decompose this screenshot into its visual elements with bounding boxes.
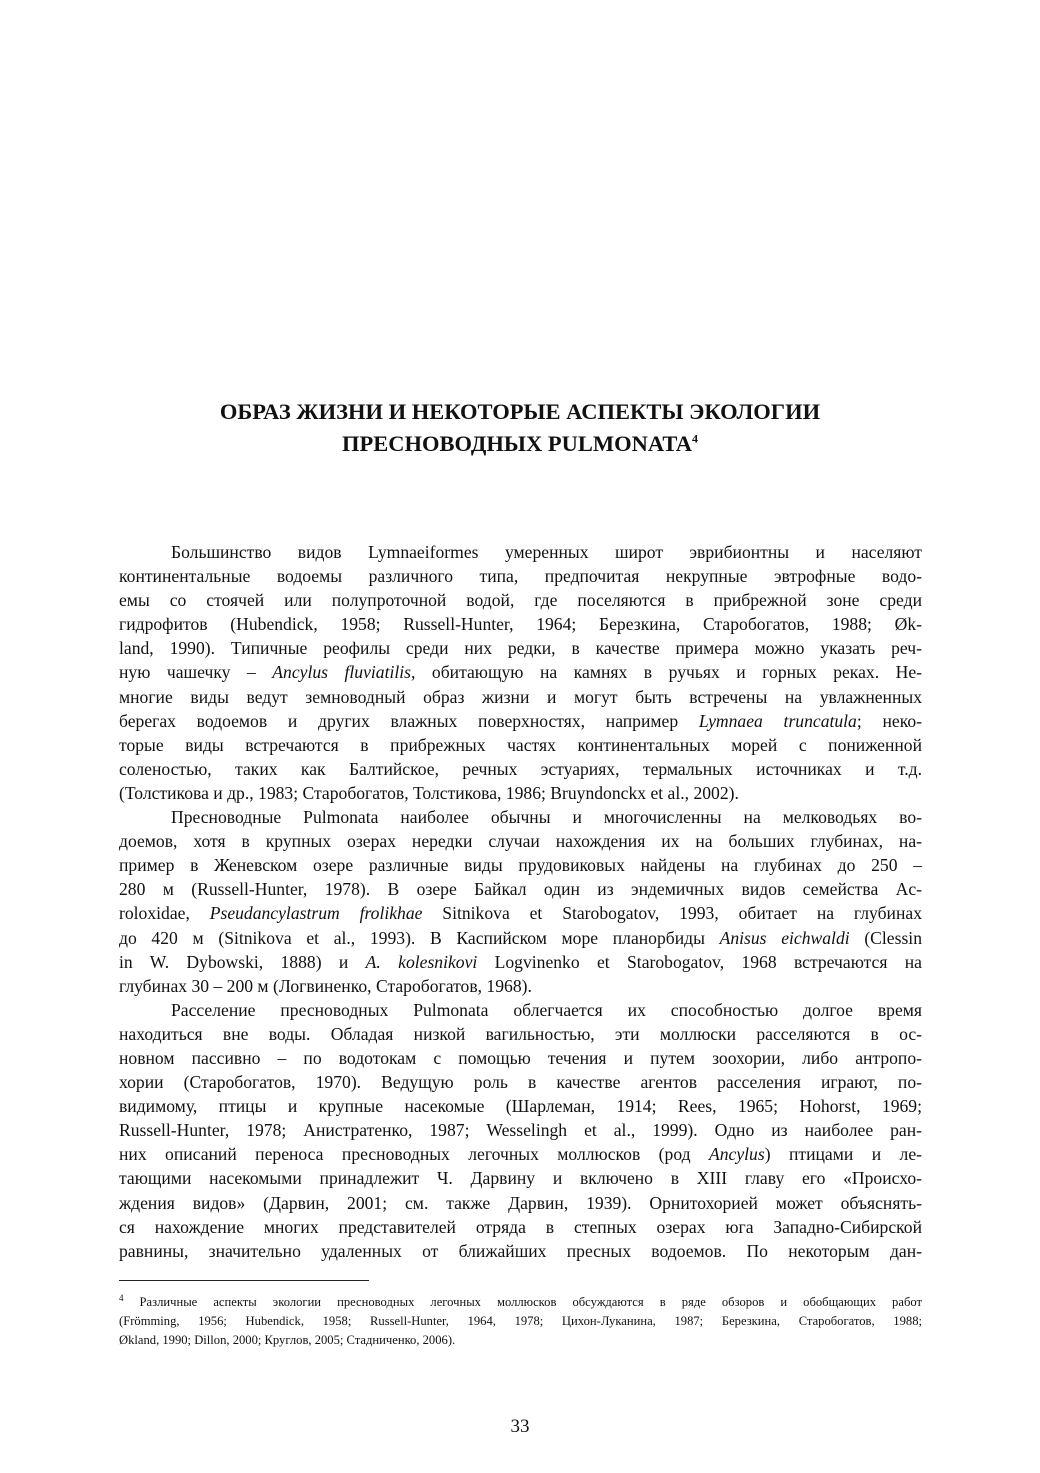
- text-segment: Sitnikova et Starobogatov, 1993, обитает на глубинах: [422, 903, 922, 924]
- text-line: тающими насекомыми принадлежит Ч. Дарвину и включено в XIII главу его «Происхо-: [119, 1168, 922, 1189]
- title-line-2-text: ПРЕСНОВОДНЫХ PULMONATA: [342, 431, 692, 456]
- text-line: ждения видов» (Дарвин, 2001; см. также Дарвин, 1939). Орнитохорией может объяснять-: [119, 1192, 922, 1213]
- paragraph-3: [119, 998, 922, 1263]
- text-line: доемов, хотя в крупных озерах нередки случаи нахождения их на больших глубинах, на-: [119, 831, 922, 852]
- text-line: [119, 660, 922, 684]
- text-line: равнины, значительно удаленных от ближайших пресных водоемов. По некоторым дан-: [119, 1240, 922, 1261]
- text-segment: ную чашечку –: [119, 662, 273, 683]
- footnote: [119, 1293, 922, 1349]
- text-line: 280 м (Russell-Hunter, 1978). В озере Байкал один из эндемичных видов семейства Ac-: [119, 879, 922, 900]
- text-line: пример в Женевском озере различные виды прудовиковых найдены на глубинах до 250 –: [119, 855, 922, 876]
- text-segment: roloxidae,: [119, 903, 210, 924]
- title-footnote-marker[interactable]: 4: [692, 431, 698, 446]
- text-line: находиться вне воды. Обладая низкой вагильностью, эти моллюски расселяются в ос-: [119, 1023, 922, 1044]
- text-line: Расселение пресноводных Pulmonata облегчается их способностью долгое время: [171, 999, 922, 1020]
- paragraph-2: [119, 805, 922, 998]
- text-segment: (Clessin: [849, 927, 922, 948]
- text-line: (Толстикова и др., 1983; Старобогатов, Толстикова, 1986; Bruyndonckx et al., 2002).: [119, 782, 739, 803]
- paragraph-1: [119, 540, 922, 805]
- page-title: [120, 396, 920, 460]
- text-line: новном пассивно – по водотокам с помощью течения и путем зоохории, либо антропо-: [119, 1047, 922, 1068]
- body-text: [119, 540, 922, 1263]
- text-line: торые виды встречаются в прибрежных частях континентальных морей с пониженной: [119, 734, 922, 755]
- genus-name: Ancylus: [709, 1144, 765, 1165]
- text-line: [119, 926, 922, 950]
- footnote-line: Økland, 1990; Dillon, 2000; Круглов, 2005; Стадниченко, 2006).: [119, 1332, 456, 1347]
- text-segment: ; неко-: [856, 710, 922, 731]
- footnote-line: (Frömming, 1956; Hubendick, 1958; Russell-Hunter, 1964, 1978; Цихон-Луканина, 1987; Березкина, Старобогатов, 1988;: [119, 1313, 922, 1328]
- text-line: ся нахождение многих представителей отряда в степных озерах юга Западно-Сибирской: [119, 1216, 922, 1237]
- text-segment: берегах водоемов и других влажных поверхностях, например: [119, 710, 699, 731]
- footnote-divider: [119, 1280, 369, 1281]
- text-segment: Logvinenko et Starobogatov, 1968 встречаются на: [477, 951, 922, 972]
- text-line: [119, 901, 922, 925]
- text-segment: ) птицами и ле-: [764, 1144, 922, 1165]
- title-line-2: [120, 428, 920, 460]
- species-name: Anisus eichwaldi: [719, 927, 850, 948]
- text-segment: них описаний переноса пресноводных легочных моллюсков (род: [119, 1144, 709, 1165]
- species-name: Pseudancylastrum frolikhae: [209, 903, 423, 924]
- text-segment: до 420 м (Sitnikova et al., 1993). В Каспийском море планорбиды: [119, 927, 720, 948]
- text-line: Russell-Hunter, 1978; Анистратенко, 1987; Wesselingh et al., 1999). Одно из наиболее ран-: [119, 1120, 922, 1141]
- text-line: land, 1990). Типичные реофилы среди них редки, в качестве примера можно указать реч-: [119, 638, 922, 659]
- species-name: Ancylus fluviatilis: [272, 662, 411, 683]
- page-number: 33: [510, 1416, 530, 1437]
- text-line: видимому, птицы и крупные насекомые (Шарлеман, 1914; Rees, 1965; Hohorst, 1969;: [119, 1096, 922, 1117]
- text-line: гидрофитов (Hubendick, 1958; Russell-Hunter, 1964; Березкина, Старобогатов, 1988; Øk-: [119, 614, 922, 635]
- footnote-text: Различные аспекты экологии пресноводных легочных моллюсков обсуждаются в ряде обзоров и обобщающих работ: [123, 1295, 922, 1309]
- species-name: A. kolesnikovi: [365, 951, 478, 972]
- text-segment: in W. Dybowski, 1888) и: [119, 951, 366, 972]
- text-line: Большинство видов Lymnaeiformes умеренных широт эврибионтны и населяют: [171, 542, 922, 562]
- text-line: [119, 950, 922, 974]
- text-line: Пресноводные Pulmonata наиболее обычны и многочисленны на мелководьях во-: [171, 807, 922, 828]
- text-line: [119, 709, 922, 733]
- text-line: хории (Старобогатов, 1970). Ведущую роль в качестве агентов расселения играют, по-: [119, 1072, 922, 1093]
- footnote-line: [119, 1293, 922, 1312]
- text-segment: , обитающую на камнях в ручьях и горных реках. Не-: [411, 662, 923, 683]
- text-line: континентальные водоемы различного типа, предпочитая некрупные эвтрофные водо-: [119, 566, 922, 587]
- text-line: емы со стоячей или полупроточной водой, где поселяются в прибрежной зоне среди: [119, 590, 922, 611]
- text-line: соленостью, таких как Балтийское, речных эстуариях, термальных источниках и т.д.: [119, 758, 922, 779]
- title-line-1: ОБРАЗ ЖИЗНИ И НЕКОТОРЫЕ АСПЕКТЫ ЭКОЛОГИИ: [219, 399, 821, 424]
- text-line: многие виды ведут земноводный образ жизни и могут быть встречены на увлажненных: [119, 686, 922, 707]
- species-name: Lymnaea truncatula: [698, 710, 857, 731]
- text-line: [119, 1142, 922, 1166]
- text-line: глубинах 30 – 200 м (Логвиненко, Старобогатов, 1968).: [119, 975, 532, 996]
- footnote-marker: 4: [119, 1292, 124, 1303]
